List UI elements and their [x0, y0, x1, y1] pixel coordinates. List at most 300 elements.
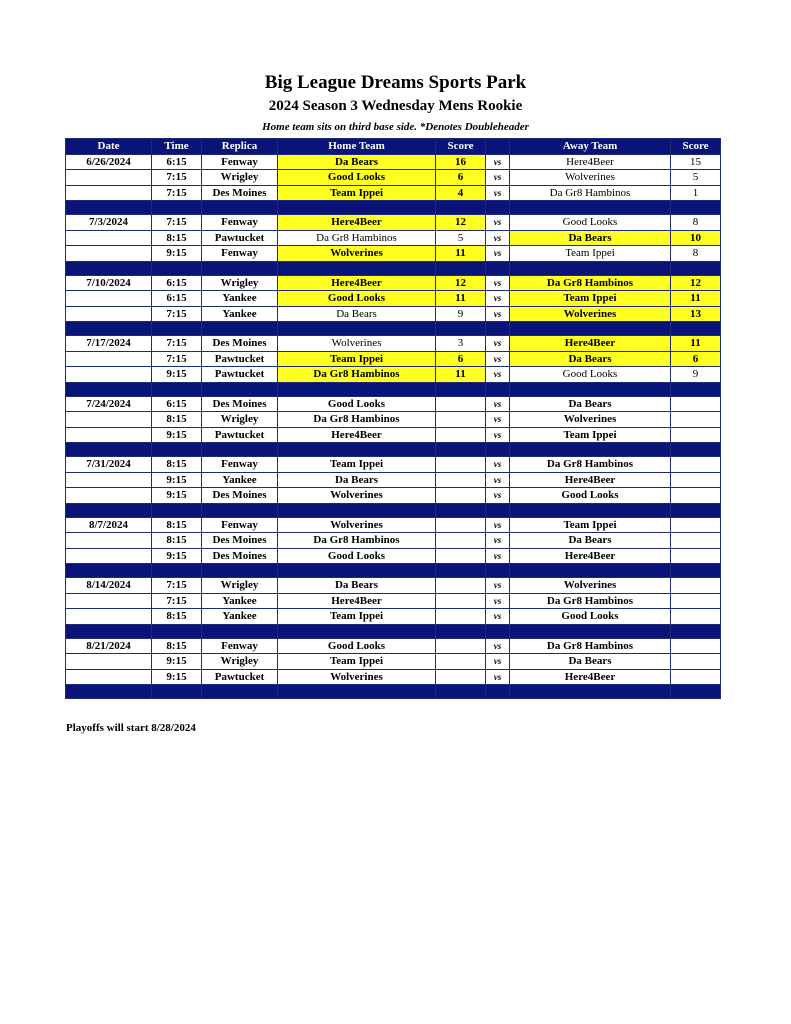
home-team-cell: Da Gr8 Hambinos: [278, 412, 436, 428]
replica-cell: Pawtucket: [202, 669, 278, 685]
vs-cell: vs: [486, 472, 510, 488]
separator-cell: [66, 443, 152, 457]
page-title: Big League Dreams Sports Park: [264, 72, 527, 93]
time-cell: 8:15: [152, 638, 202, 654]
separator-cell: [66, 382, 152, 396]
home-team-cell: Wolverines: [278, 246, 436, 262]
home-score-cell: [436, 517, 486, 533]
date-cell: 7/17/2024: [66, 336, 152, 352]
vs-cell: vs: [486, 548, 510, 564]
separator-cell: [278, 685, 436, 699]
separator-cell: [486, 382, 510, 396]
vs-cell: vs: [486, 230, 510, 246]
home-team-cell: Da Gr8 Hambinos: [278, 533, 436, 549]
game-row: [66, 170, 721, 186]
replica-cell: Yankee: [202, 593, 278, 609]
away-team-cell: Team Ippei: [510, 517, 671, 533]
separator-cell: [510, 564, 671, 578]
date-cell: [66, 185, 152, 201]
home-score-cell: [436, 609, 486, 625]
game-row: [66, 457, 721, 473]
away-score-cell: [671, 517, 721, 533]
week-separator: [66, 382, 721, 396]
time-cell: 9:15: [152, 488, 202, 504]
time-cell: 9:15: [152, 472, 202, 488]
col-header-replica: Replica: [202, 139, 278, 155]
separator-cell: [202, 322, 278, 336]
away-team-cell: Good Looks: [510, 215, 671, 231]
separator-cell: [486, 201, 510, 215]
replica-cell: Pawtucket: [202, 230, 278, 246]
separator-cell: [66, 201, 152, 215]
game-row: [66, 578, 721, 594]
time-cell: 9:15: [152, 654, 202, 670]
vs-cell: vs: [486, 457, 510, 473]
time-cell: 9:15: [152, 427, 202, 443]
vs-cell: vs: [486, 593, 510, 609]
separator-cell: [671, 261, 721, 275]
replica-cell: Pawtucket: [202, 367, 278, 383]
separator-cell: [152, 322, 202, 336]
separator-cell: [66, 322, 152, 336]
replica-cell: Yankee: [202, 472, 278, 488]
time-cell: 7:15: [152, 578, 202, 594]
separator-cell: [510, 685, 671, 699]
home-team-cell: Team Ippei: [278, 609, 436, 625]
home-score-cell: 5: [436, 230, 486, 246]
time-cell: 6:15: [152, 396, 202, 412]
date-cell: 7/3/2024: [66, 215, 152, 231]
separator-cell: [436, 322, 486, 336]
home-score-cell: [436, 488, 486, 504]
away-score-cell: [671, 638, 721, 654]
separator-cell: [671, 624, 721, 638]
home-team-cell: Wolverines: [278, 336, 436, 352]
date-cell: 8/7/2024: [66, 517, 152, 533]
replica-cell: Wrigley: [202, 170, 278, 186]
separator-cell: [486, 564, 510, 578]
game-row: [66, 367, 721, 383]
time-cell: 8:15: [152, 533, 202, 549]
home-team-cell: Da Gr8 Hambinos: [278, 230, 436, 246]
away-team-cell: Good Looks: [510, 488, 671, 504]
away-score-cell: [671, 593, 721, 609]
separator-cell: [671, 685, 721, 699]
home-team-cell: Wolverines: [278, 488, 436, 504]
home-score-cell: [436, 578, 486, 594]
vs-cell: vs: [486, 351, 510, 367]
replica-cell: Wrigley: [202, 412, 278, 428]
away-team-cell: Da Bears: [510, 533, 671, 549]
away-score-cell: [671, 396, 721, 412]
away-team-cell: Team Ippei: [510, 427, 671, 443]
time-cell: 9:15: [152, 548, 202, 564]
home-score-cell: [436, 412, 486, 428]
home-team-cell: Da Bears: [278, 154, 436, 170]
separator-cell: [436, 503, 486, 517]
date-cell: [66, 246, 152, 262]
doubleheader-note: Home team sits on third base side. *Denotes Doubleheader: [262, 121, 529, 133]
replica-cell: Pawtucket: [202, 427, 278, 443]
game-row: [66, 593, 721, 609]
home-team-cell: Da Bears: [278, 472, 436, 488]
vs-cell: vs: [486, 488, 510, 504]
away-score-cell: 11: [671, 291, 721, 307]
date-cell: 7/31/2024: [66, 457, 152, 473]
game-row: [66, 306, 721, 322]
home-team-cell: Team Ippei: [278, 654, 436, 670]
time-cell: 9:15: [152, 246, 202, 262]
separator-cell: [436, 261, 486, 275]
separator-cell: [510, 322, 671, 336]
date-cell: 8/14/2024: [66, 578, 152, 594]
week-separator: [66, 564, 721, 578]
home-team-cell: Da Gr8 Hambinos: [278, 367, 436, 383]
time-cell: 7:15: [152, 185, 202, 201]
col-header-vs: [486, 139, 510, 155]
col-header-home-team: Home Team: [278, 139, 436, 155]
separator-cell: [510, 261, 671, 275]
home-score-cell: 6: [436, 170, 486, 186]
home-score-cell: [436, 457, 486, 473]
week-separator: [66, 322, 721, 336]
separator-cell: [152, 382, 202, 396]
home-team-cell: Here4Beer: [278, 427, 436, 443]
separator-cell: [66, 564, 152, 578]
away-team-cell: Here4Beer: [510, 472, 671, 488]
separator-cell: [436, 685, 486, 699]
separator-cell: [671, 443, 721, 457]
vs-cell: vs: [486, 578, 510, 594]
vs-cell: vs: [486, 669, 510, 685]
separator-cell: [66, 624, 152, 638]
date-cell: [66, 351, 152, 367]
vs-cell: vs: [486, 154, 510, 170]
home-score-cell: [436, 638, 486, 654]
separator-cell: [278, 261, 436, 275]
away-score-cell: 8: [671, 246, 721, 262]
time-cell: 7:15: [152, 336, 202, 352]
away-team-cell: Da Bears: [510, 351, 671, 367]
replica-cell: Fenway: [202, 215, 278, 231]
separator-cell: [66, 503, 152, 517]
separator-cell: [486, 443, 510, 457]
game-row: [66, 533, 721, 549]
vs-cell: vs: [486, 427, 510, 443]
away-team-cell: Wolverines: [510, 170, 671, 186]
separator-cell: [152, 564, 202, 578]
replica-cell: Des Moines: [202, 336, 278, 352]
home-score-cell: [436, 533, 486, 549]
away-team-cell: Here4Beer: [510, 669, 671, 685]
away-score-cell: [671, 609, 721, 625]
separator-cell: [671, 201, 721, 215]
home-score-cell: 11: [436, 291, 486, 307]
date-cell: [66, 230, 152, 246]
away-team-cell: Good Looks: [510, 367, 671, 383]
separator-cell: [202, 624, 278, 638]
vs-cell: vs: [486, 533, 510, 549]
vs-cell: vs: [486, 170, 510, 186]
away-score-cell: 9: [671, 367, 721, 383]
col-header-away-score: Score: [671, 139, 721, 155]
away-team-cell: Here4Beer: [510, 154, 671, 170]
away-score-cell: [671, 578, 721, 594]
separator-cell: [202, 564, 278, 578]
away-score-cell: [671, 472, 721, 488]
away-team-cell: Wolverines: [510, 412, 671, 428]
home-team-cell: Good Looks: [278, 396, 436, 412]
separator-cell: [278, 624, 436, 638]
game-row: [66, 396, 721, 412]
separator-cell: [202, 261, 278, 275]
replica-cell: Des Moines: [202, 533, 278, 549]
game-row: [66, 412, 721, 428]
page-subtitle: 2024 Season 3 Wednesday Mens Rookie: [268, 98, 523, 114]
replica-cell: Des Moines: [202, 396, 278, 412]
home-team-cell: Good Looks: [278, 291, 436, 307]
replica-cell: Fenway: [202, 457, 278, 473]
home-score-cell: 9: [436, 306, 486, 322]
away-score-cell: 11: [671, 336, 721, 352]
replica-cell: Fenway: [202, 638, 278, 654]
vs-cell: vs: [486, 396, 510, 412]
time-cell: 9:15: [152, 367, 202, 383]
vs-cell: vs: [486, 336, 510, 352]
separator-cell: [152, 443, 202, 457]
time-cell: 8:15: [152, 517, 202, 533]
home-team-cell: Here4Beer: [278, 215, 436, 231]
separator-cell: [202, 201, 278, 215]
vs-cell: vs: [486, 215, 510, 231]
schedule-body: [66, 154, 721, 699]
home-score-cell: 4: [436, 185, 486, 201]
replica-cell: Wrigley: [202, 578, 278, 594]
game-row: [66, 488, 721, 504]
separator-cell: [510, 624, 671, 638]
col-header-date: Date: [66, 139, 152, 155]
vs-cell: vs: [486, 412, 510, 428]
away-score-cell: [671, 427, 721, 443]
away-team-cell: Da Gr8 Hambinos: [510, 638, 671, 654]
replica-cell: Fenway: [202, 517, 278, 533]
separator-cell: [510, 382, 671, 396]
home-score-cell: [436, 396, 486, 412]
game-row: [66, 154, 721, 170]
home-score-cell: 11: [436, 367, 486, 383]
vs-cell: vs: [486, 185, 510, 201]
separator-cell: [152, 201, 202, 215]
away-score-cell: 6: [671, 351, 721, 367]
time-cell: 7:15: [152, 351, 202, 367]
home-team-cell: Team Ippei: [278, 351, 436, 367]
separator-cell: [671, 382, 721, 396]
home-team-cell: Wolverines: [278, 669, 436, 685]
playoffs-note: Playoffs will start 8/28/2024: [66, 722, 196, 734]
home-team-cell: Good Looks: [278, 170, 436, 186]
away-score-cell: [671, 412, 721, 428]
replica-cell: Pawtucket: [202, 351, 278, 367]
separator-cell: [202, 443, 278, 457]
vs-cell: vs: [486, 638, 510, 654]
vs-cell: vs: [486, 367, 510, 383]
separator-cell: [278, 443, 436, 457]
time-cell: 6:15: [152, 275, 202, 291]
home-score-cell: 11: [436, 246, 486, 262]
date-cell: [66, 488, 152, 504]
game-row: [66, 185, 721, 201]
replica-cell: Wrigley: [202, 275, 278, 291]
away-team-cell: Da Bears: [510, 230, 671, 246]
separator-cell: [152, 261, 202, 275]
date-cell: [66, 533, 152, 549]
replica-cell: Fenway: [202, 154, 278, 170]
date-cell: [66, 306, 152, 322]
replica-cell: Des Moines: [202, 185, 278, 201]
away-score-cell: 12: [671, 275, 721, 291]
separator-cell: [202, 382, 278, 396]
vs-cell: vs: [486, 654, 510, 670]
game-row: [66, 336, 721, 352]
away-team-cell: Da Gr8 Hambinos: [510, 275, 671, 291]
away-score-cell: 13: [671, 306, 721, 322]
away-score-cell: 15: [671, 154, 721, 170]
home-score-cell: 16: [436, 154, 486, 170]
separator-cell: [66, 261, 152, 275]
vs-cell: vs: [486, 609, 510, 625]
game-row: [66, 351, 721, 367]
separator-cell: [486, 685, 510, 699]
game-row: [66, 215, 721, 231]
vs-cell: vs: [486, 246, 510, 262]
date-cell: [66, 548, 152, 564]
date-cell: 8/21/2024: [66, 638, 152, 654]
separator-cell: [152, 685, 202, 699]
week-separator: [66, 443, 721, 457]
game-row: [66, 230, 721, 246]
week-separator: [66, 201, 721, 215]
away-score-cell: [671, 654, 721, 670]
home-team-cell: Good Looks: [278, 548, 436, 564]
away-score-cell: [671, 488, 721, 504]
week-separator: [66, 624, 721, 638]
game-row: [66, 517, 721, 533]
date-cell: [66, 170, 152, 186]
game-row: [66, 638, 721, 654]
home-team-cell: Here4Beer: [278, 275, 436, 291]
home-team-cell: Wolverines: [278, 517, 436, 533]
date-cell: 6/26/2024: [66, 154, 152, 170]
home-team-cell: Da Bears: [278, 578, 436, 594]
home-score-cell: [436, 548, 486, 564]
home-score-cell: 12: [436, 215, 486, 231]
time-cell: 8:15: [152, 412, 202, 428]
separator-cell: [202, 503, 278, 517]
col-header-away-team: Away Team: [510, 139, 671, 155]
separator-cell: [671, 322, 721, 336]
away-team-cell: Wolverines: [510, 578, 671, 594]
replica-cell: Des Moines: [202, 488, 278, 504]
home-score-cell: 6: [436, 351, 486, 367]
separator-cell: [510, 503, 671, 517]
separator-cell: [486, 624, 510, 638]
time-cell: 8:15: [152, 230, 202, 246]
separator-cell: [152, 624, 202, 638]
separator-cell: [152, 503, 202, 517]
separator-cell: [436, 382, 486, 396]
separator-cell: [278, 564, 436, 578]
home-score-cell: [436, 593, 486, 609]
separator-cell: [510, 443, 671, 457]
week-separator: [66, 261, 721, 275]
away-team-cell: Wolverines: [510, 306, 671, 322]
separator-cell: [486, 503, 510, 517]
separator-cell: [202, 685, 278, 699]
separator-cell: [278, 503, 436, 517]
home-score-cell: [436, 472, 486, 488]
time-cell: 8:15: [152, 609, 202, 625]
week-separator: [66, 503, 721, 517]
date-cell: [66, 609, 152, 625]
schedule-table: [65, 138, 721, 699]
away-team-cell: Da Gr8 Hambinos: [510, 593, 671, 609]
separator-cell: [278, 201, 436, 215]
vs-cell: vs: [486, 517, 510, 533]
replica-cell: Yankee: [202, 306, 278, 322]
separator-cell: [486, 261, 510, 275]
replica-cell: Des Moines: [202, 548, 278, 564]
game-row: [66, 427, 721, 443]
away-team-cell: Da Gr8 Hambinos: [510, 457, 671, 473]
away-score-cell: [671, 548, 721, 564]
home-team-cell: Good Looks: [278, 638, 436, 654]
home-team-cell: Team Ippei: [278, 185, 436, 201]
away-score-cell: 5: [671, 170, 721, 186]
away-team-cell: Team Ippei: [510, 291, 671, 307]
home-team-cell: Here4Beer: [278, 593, 436, 609]
date-cell: 7/10/2024: [66, 275, 152, 291]
game-row: [66, 275, 721, 291]
game-row: [66, 246, 721, 262]
separator-cell: [671, 564, 721, 578]
game-row: [66, 654, 721, 670]
time-cell: 7:15: [152, 593, 202, 609]
away-team-cell: Da Gr8 Hambinos: [510, 185, 671, 201]
separator-cell: [278, 382, 436, 396]
replica-cell: Fenway: [202, 246, 278, 262]
away-score-cell: 8: [671, 215, 721, 231]
time-cell: 7:15: [152, 306, 202, 322]
header-row: [66, 139, 721, 155]
col-header-home-score: Score: [436, 139, 486, 155]
time-cell: 6:15: [152, 154, 202, 170]
home-score-cell: [436, 654, 486, 670]
vs-cell: vs: [486, 275, 510, 291]
replica-cell: Wrigley: [202, 654, 278, 670]
separator-cell: [66, 685, 152, 699]
away-team-cell: Team Ippei: [510, 246, 671, 262]
replica-cell: Yankee: [202, 291, 278, 307]
separator-cell: [486, 322, 510, 336]
away-team-cell: Here4Beer: [510, 548, 671, 564]
away-score-cell: [671, 669, 721, 685]
game-row: [66, 669, 721, 685]
away-team-cell: Here4Beer: [510, 336, 671, 352]
away-score-cell: [671, 457, 721, 473]
game-row: [66, 548, 721, 564]
game-row: [66, 609, 721, 625]
date-cell: [66, 669, 152, 685]
